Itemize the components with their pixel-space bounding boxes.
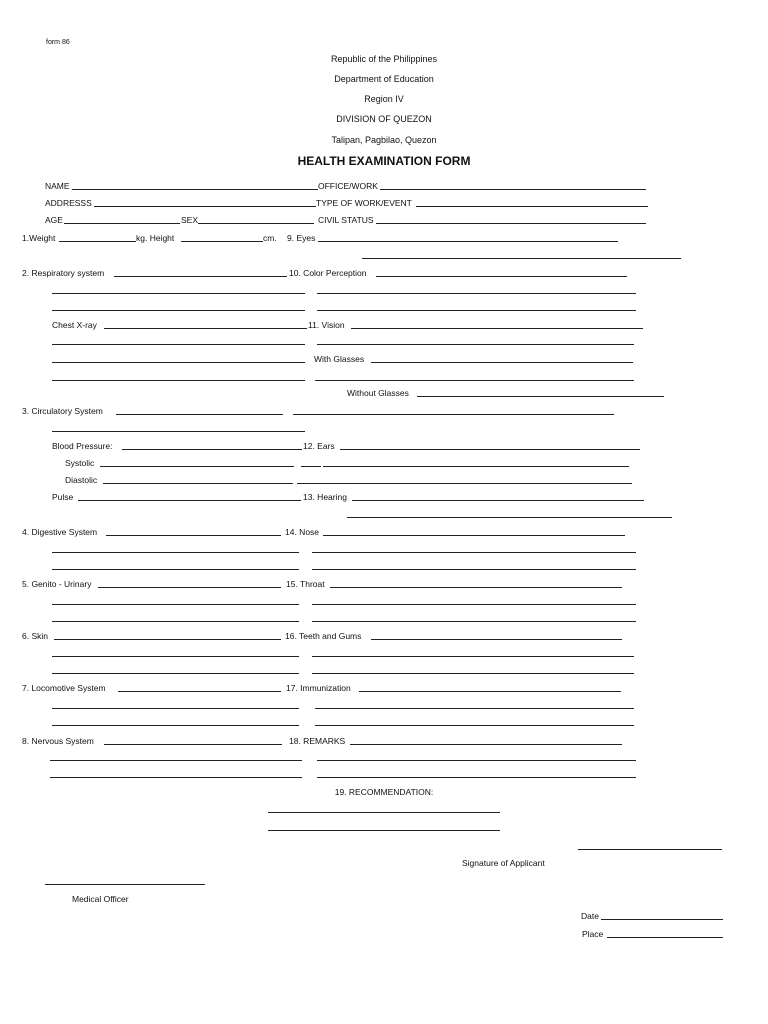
place-label: Place xyxy=(582,929,604,939)
immunization-label: 17. Immunization xyxy=(286,683,351,693)
address-field[interactable] xyxy=(94,206,316,207)
nervous-line-3[interactable] xyxy=(50,777,302,778)
digestive-line-2[interactable] xyxy=(52,552,299,553)
nose-field[interactable] xyxy=(323,535,625,536)
hearing-field[interactable] xyxy=(352,500,644,501)
color-perception-line-2[interactable] xyxy=(317,293,636,294)
teeth-gums-field[interactable] xyxy=(371,639,622,640)
vision-field[interactable] xyxy=(351,328,643,329)
height-field[interactable] xyxy=(181,241,263,242)
nose-label: 14. Nose xyxy=(285,527,320,537)
throat-label: 15. Throat xyxy=(286,579,325,589)
recommendation-field[interactable] xyxy=(268,812,500,813)
sex-field[interactable] xyxy=(198,223,314,224)
header-division: DIVISION OF QUEZON xyxy=(336,114,432,124)
office-field[interactable] xyxy=(380,189,646,190)
form-number: form 86 xyxy=(46,39,70,46)
with-glasses-field[interactable] xyxy=(371,362,633,363)
header-republic: Republic of the Philippines xyxy=(330,54,438,64)
pulse-field[interactable] xyxy=(78,500,301,501)
cm-label: cm. xyxy=(263,233,277,243)
nervous-label: 8. Nervous System xyxy=(22,736,94,746)
teeth-gums-line-2[interactable] xyxy=(312,656,634,657)
systolic-label: Systolic xyxy=(65,458,95,468)
eyes-label: 9. Eyes xyxy=(287,233,316,243)
nose-line-2[interactable] xyxy=(312,552,636,553)
remarks-line-2[interactable] xyxy=(317,760,636,761)
age-label: AGE xyxy=(45,215,63,225)
skin-label: 6. Skin xyxy=(22,631,48,641)
recommendation-label: 19. RECOMMENDATION: xyxy=(334,787,434,797)
genito-urinary-label: 5. Genito - Urinary xyxy=(22,579,92,589)
without-glasses-field[interactable] xyxy=(417,396,664,397)
vision-line-4[interactable] xyxy=(315,380,634,381)
ears-field[interactable] xyxy=(340,449,640,450)
throat-field[interactable] xyxy=(330,587,622,588)
nervous-line-2[interactable] xyxy=(50,760,302,761)
respiratory-line-3[interactable] xyxy=(52,310,305,311)
type-of-work-field[interactable] xyxy=(416,206,648,207)
skin-line-2[interactable] xyxy=(52,656,299,657)
immunization-line-3[interactable] xyxy=(315,725,634,726)
recommendation-line-2[interactable] xyxy=(268,830,500,831)
throat-line-3[interactable] xyxy=(312,621,636,622)
ears-line-3[interactable] xyxy=(297,483,632,484)
circulatory-line-2[interactable] xyxy=(52,431,305,432)
color-perception-line-3[interactable] xyxy=(317,310,636,311)
hearing-label: 13. Hearing xyxy=(303,492,347,502)
genito-urinary-line-2[interactable] xyxy=(52,604,299,605)
immunization-line-2[interactable] xyxy=(315,708,634,709)
locomotive-line-2[interactable] xyxy=(52,708,299,709)
circulatory-label: 3. Circulatory System xyxy=(22,406,103,416)
chest-xray-line-2[interactable] xyxy=(52,344,305,345)
immunization-field[interactable] xyxy=(359,691,621,692)
height-label: kg. Height xyxy=(136,233,175,243)
systolic-mid-field[interactable] xyxy=(301,466,321,467)
blood-pressure-label: Blood Pressure: xyxy=(52,441,113,451)
header-region: Region IV xyxy=(364,94,404,104)
throat-line-2[interactable] xyxy=(312,604,636,605)
chest-xray-field[interactable] xyxy=(104,328,307,329)
nervous-field[interactable] xyxy=(104,744,282,745)
circulatory-field-right[interactable] xyxy=(293,414,614,415)
medical-officer-label: Medical Officer xyxy=(72,894,129,904)
chest-xray-line-4[interactable] xyxy=(52,380,305,381)
locomotive-field[interactable] xyxy=(118,691,281,692)
header-address: Talipan, Pagbilao, Quezon xyxy=(331,135,437,145)
skin-line-3[interactable] xyxy=(52,673,299,674)
civil-status-field[interactable] xyxy=(376,223,646,224)
respiratory-label: 2. Respiratory system xyxy=(22,268,105,278)
digestive-label: 4. Digestive System xyxy=(22,527,98,537)
diastolic-label: Diastolic xyxy=(65,475,98,485)
genito-urinary-field[interactable] xyxy=(98,587,281,588)
blood-pressure-field[interactable] xyxy=(122,449,302,450)
chest-xray-line-3[interactable] xyxy=(52,362,305,363)
respiratory-field[interactable] xyxy=(114,276,287,277)
page-title: HEALTH EXAMINATION FORM xyxy=(297,154,471,168)
teeth-gums-line-3[interactable] xyxy=(312,673,634,674)
pulse-label: Pulse xyxy=(52,492,74,502)
hearing-line-2[interactable] xyxy=(347,517,672,518)
name-label: NAME xyxy=(45,181,70,191)
digestive-field[interactable] xyxy=(106,535,281,536)
with-glasses-label: With Glasses xyxy=(314,354,365,364)
header-department: Department of Education xyxy=(334,74,434,84)
sex-label: SEX xyxy=(181,215,199,225)
digestive-line-3[interactable] xyxy=(52,569,299,570)
teeth-gums-label: 16. Teeth and Gums xyxy=(285,631,362,641)
circulatory-field[interactable] xyxy=(116,414,283,415)
place-field[interactable] xyxy=(607,937,723,938)
color-perception-label: 10. Color Perception xyxy=(289,268,367,278)
vision-label: 11. Vision xyxy=(308,320,345,330)
vision-line-2[interactable] xyxy=(317,344,634,345)
type-of-work-label: TYPE OF WORK/EVENT xyxy=(316,198,412,208)
date-label: Date xyxy=(581,911,599,921)
eyes-field[interactable] xyxy=(318,241,618,242)
age-field[interactable] xyxy=(64,223,180,224)
color-perception-field[interactable] xyxy=(376,276,627,277)
name-field[interactable] xyxy=(72,189,318,190)
respiratory-line-2[interactable] xyxy=(52,293,305,294)
locomotive-label: 7. Locomotive System xyxy=(22,683,106,693)
chest-xray-label: Chest X-ray xyxy=(52,320,97,330)
date-field[interactable] xyxy=(601,919,723,920)
diastolic-field[interactable] xyxy=(103,483,293,484)
systolic-field[interactable] xyxy=(100,466,294,467)
applicant-signature-label: Signature of Applicant xyxy=(462,858,545,868)
skin-field[interactable] xyxy=(54,639,281,640)
nose-line-3[interactable] xyxy=(312,569,636,570)
ears-line-2[interactable] xyxy=(323,466,629,467)
remarks-label: 18. REMARKS xyxy=(289,736,346,746)
remarks-line-3[interactable] xyxy=(317,777,636,778)
genito-urinary-line-3[interactable] xyxy=(52,621,299,622)
remarks-field[interactable] xyxy=(350,744,622,745)
without-glasses-label: Without Glasses xyxy=(347,388,409,398)
eyes-field-2[interactable] xyxy=(362,258,681,259)
locomotive-line-3[interactable] xyxy=(52,725,299,726)
civil-status-label: CIVIL STATUS xyxy=(318,215,374,225)
applicant-signature-line[interactable] xyxy=(578,849,722,850)
weight-field[interactable] xyxy=(59,241,136,242)
weight-label: 1.Weight xyxy=(22,233,56,243)
address-label: ADDRESSS xyxy=(45,198,92,208)
office-label: OFFICE/WORK xyxy=(318,181,378,191)
ears-label: 12. Ears xyxy=(303,441,335,451)
medical-officer-signature-line[interactable] xyxy=(45,884,205,885)
